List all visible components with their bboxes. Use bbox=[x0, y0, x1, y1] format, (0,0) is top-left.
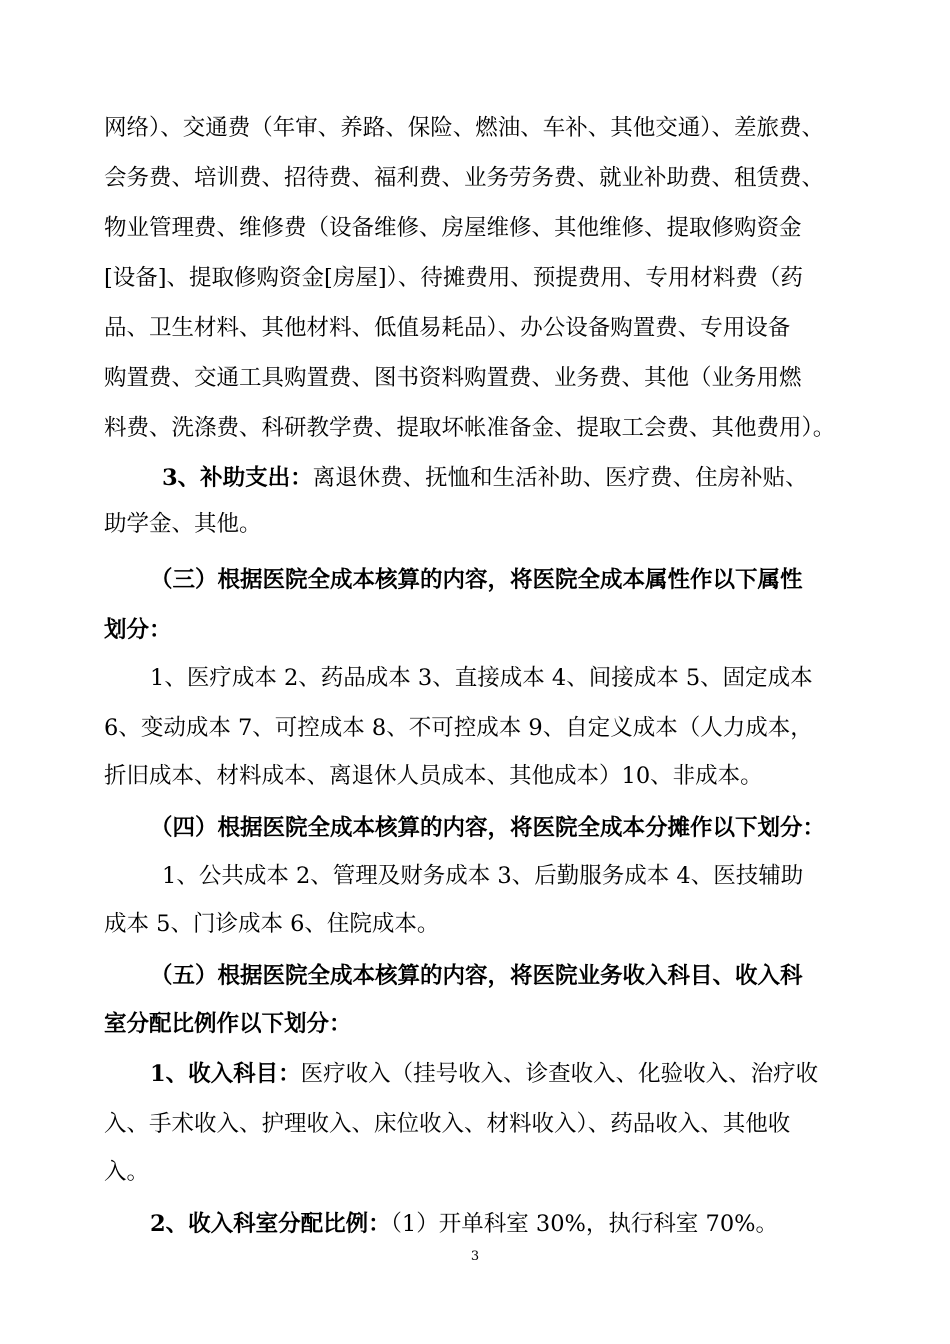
body-line: 成本 5、门诊成本 6、住院成本。 bbox=[104, 911, 440, 937]
allocation-ratio-text: （1）开单科室 30%，执行科室 70%。 bbox=[390, 1211, 779, 1237]
body-line: [设备]、提取修购资金[房屋]）、待摊费用、预提费用、专用材料费（药 bbox=[104, 265, 803, 291]
body-line: 1、公共成本 2、管理及财务成本 3、后勤服务成本 4、医技辅助 bbox=[162, 863, 804, 889]
body-line: 入。 bbox=[104, 1159, 150, 1185]
income-subject-line bbox=[150, 1054, 864, 1094]
body-line: 6、变动成本 7、可控成本 8、不可控成本 9、自定义成本（人力成本， bbox=[104, 715, 813, 741]
body-line: 折旧成本、材料成本、离退休人员成本、其他成本）10、非成本。 bbox=[104, 763, 763, 789]
section-heading: （五）根据医院全成本核算的内容，将医院业务收入科目、收入科 bbox=[150, 963, 803, 989]
body-line: 料费、洗涤费、科研教学费、提取坏帐准备金、提取工会费、其他费用）。 bbox=[104, 415, 836, 441]
body-line: 入、手术收入、护理收入、床位收入、材料收入）、药品收入、其他收 bbox=[104, 1111, 791, 1137]
section-heading: （三）根据医院全成本核算的内容，将医院全成本属性作以下属性 bbox=[150, 567, 803, 593]
subsidy-text: 离退休费、抚恤和生活补助、医疗费、住房补贴、 bbox=[312, 465, 808, 491]
body-line: 购置费、交通工具购置费、图书资料购置费、业务费、其他（业务用燃 bbox=[104, 365, 802, 391]
allocation-ratio-line bbox=[150, 1204, 864, 1244]
body-line: 物业管理费、维修费（设备维修、房屋维修、其他维修、提取修购资金 bbox=[104, 215, 802, 241]
body-line: 品、卫生材料、其他材料、低值易耗品）、办公设备购置费、专用设备 bbox=[104, 315, 791, 341]
income-subject-label: 1、收入科目： bbox=[150, 1061, 301, 1087]
section-heading-cont: 室分配比例作以下划分： bbox=[104, 1011, 352, 1037]
page-number: 3 bbox=[470, 1249, 480, 1264]
subsidy-label: 3、补助支出： bbox=[162, 465, 313, 491]
subsidy-line bbox=[162, 458, 864, 498]
section-heading-cont: 划分： bbox=[104, 617, 172, 643]
body-line: 网络）、交通费（年审、养路、保险、燃油、车补、其他交通）、差旅费、 bbox=[104, 115, 825, 141]
body-line: 助学金、其他。 bbox=[104, 511, 262, 537]
income-subject-text: 医疗收入（挂号收入、诊查收入、化验收入、治疗收 bbox=[300, 1061, 819, 1087]
allocation-ratio-label: 2、收入科室分配比例： bbox=[150, 1211, 391, 1237]
section-heading: （四）根据医院全成本核算的内容，将医院全成本分摊作以下划分： bbox=[150, 815, 826, 841]
body-line: 会务费、培训费、招待费、福利费、业务劳务费、就业补助费、租赁费、 bbox=[104, 165, 825, 191]
body-line: 1、医疗成本 2、药品成本 3、直接成本 4、间接成本 5、固定成本 bbox=[150, 665, 813, 691]
